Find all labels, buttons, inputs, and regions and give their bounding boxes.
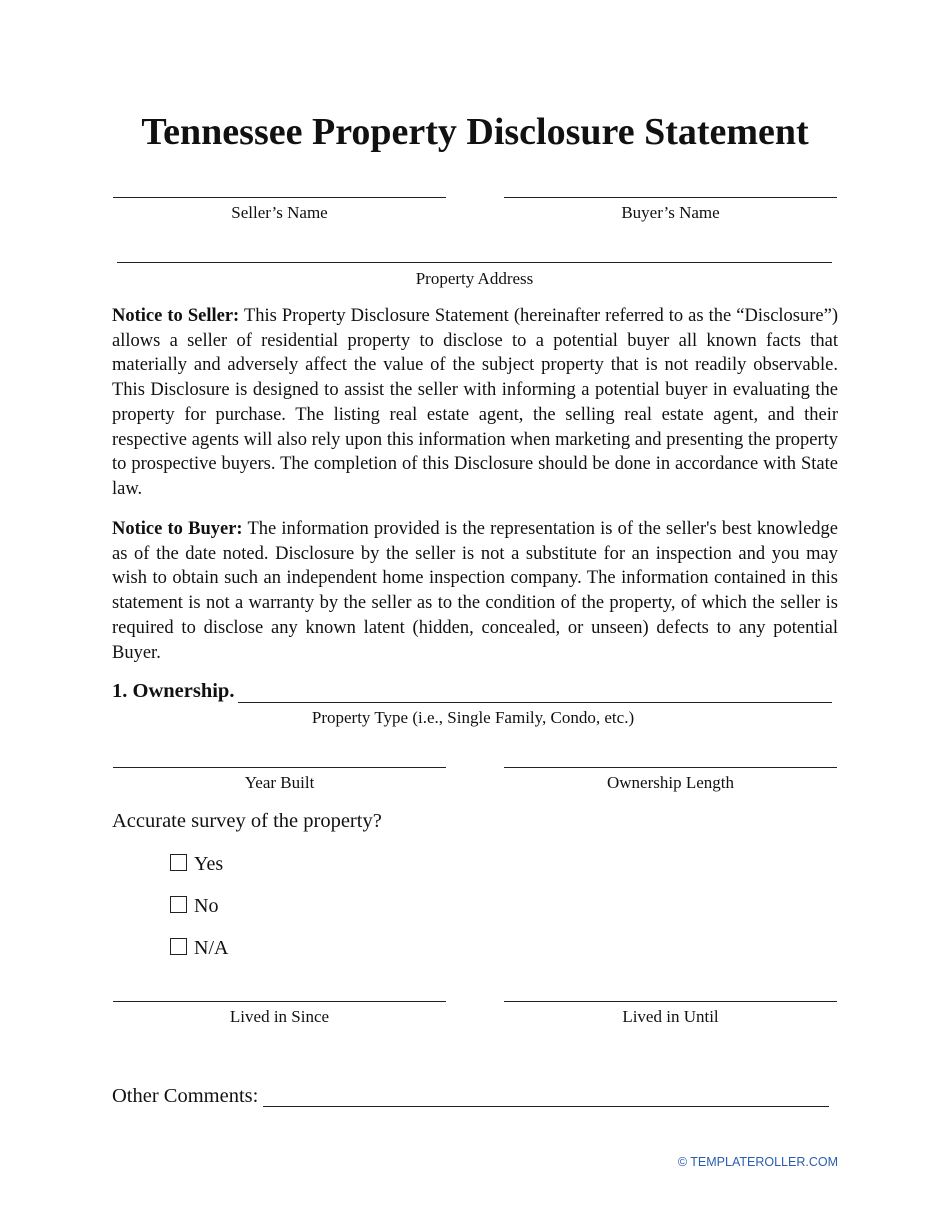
property-address-label: Property Address xyxy=(415,269,534,288)
notice-to-seller xyxy=(112,304,838,502)
option-no-label: No xyxy=(194,895,219,917)
lived-in-since-label: Lived in Since xyxy=(229,1007,330,1026)
year-built-label: Year Built xyxy=(244,773,315,792)
notice-to-buyer-label: Notice to Buyer: xyxy=(112,519,243,539)
checkbox-icon[interactable] xyxy=(170,896,187,913)
checkbox-icon[interactable] xyxy=(170,938,187,955)
buyer-name-label: Buyer’s Name xyxy=(621,203,720,222)
option-yes-label: Yes xyxy=(194,853,224,875)
property-address-field[interactable] xyxy=(117,262,832,263)
survey-question: Accurate survey of the property? xyxy=(112,810,382,832)
option-na[interactable] xyxy=(170,937,228,960)
option-yes[interactable] xyxy=(170,853,223,876)
notice-to-buyer-text: The information provided is the representation is of the seller's best knowledge as of the date noted. Disclosure by the seller is not a substitute for an inspection and you may wish to obtain such an independent home inspection company. The information contained in this statement is not a warranty by the seller as to the condition of the property, of which the seller is required to disclose any known latent (hidden, concealed, or unseen) defects to any potential Buyer. xyxy=(112,519,838,663)
option-na-label: N/A xyxy=(194,937,229,959)
lived-in-until-label: Lived in Until xyxy=(622,1007,719,1026)
lived-in-since-field[interactable] xyxy=(113,1001,446,1002)
seller-name-label: Seller’s Name xyxy=(231,203,328,222)
document-title: Tennessee Property Disclosure Statement xyxy=(141,111,809,153)
year-built-field[interactable] xyxy=(113,767,446,768)
seller-name-field[interactable] xyxy=(113,197,446,198)
notice-to-buyer xyxy=(112,517,838,665)
other-comments-field[interactable] xyxy=(263,1106,829,1107)
footer-copyright[interactable]: © TEMPLATEROLLER.COM xyxy=(677,1155,838,1169)
option-no[interactable] xyxy=(170,895,218,918)
notice-to-seller-label: Notice to Seller: xyxy=(112,306,240,326)
checkbox-icon[interactable] xyxy=(170,854,187,871)
ownership-length-field[interactable] xyxy=(504,767,837,768)
other-comments-label: Other Comments: xyxy=(112,1085,259,1107)
property-type-label: Property Type (i.e., Single Family, Condo, etc.) xyxy=(311,708,635,727)
notice-to-seller-text: This Property Disclosure Statement (hereinafter referred to as the “Disclosure”) allows a seller of residential property to disclose to a potential buyer all known facts that materially and adversely affect the value of the subject property that is not readily observable. This Disclosure is designed to assist the seller with informing a potential buyer in evaluating the property for purchase. The listing real estate agent, the selling real estate agent, and their respective agents will also rely upon this information when marketing and presenting the property to prospective buyers. The completion of this Disclosure should be done in accordance with State law. xyxy=(112,306,838,499)
buyer-name-field[interactable] xyxy=(504,197,837,198)
property-type-field[interactable] xyxy=(238,702,832,703)
section-ownership-heading: 1. Ownership. xyxy=(112,680,235,702)
ownership-length-label: Ownership Length xyxy=(606,773,734,792)
lived-in-until-field[interactable] xyxy=(504,1001,837,1002)
